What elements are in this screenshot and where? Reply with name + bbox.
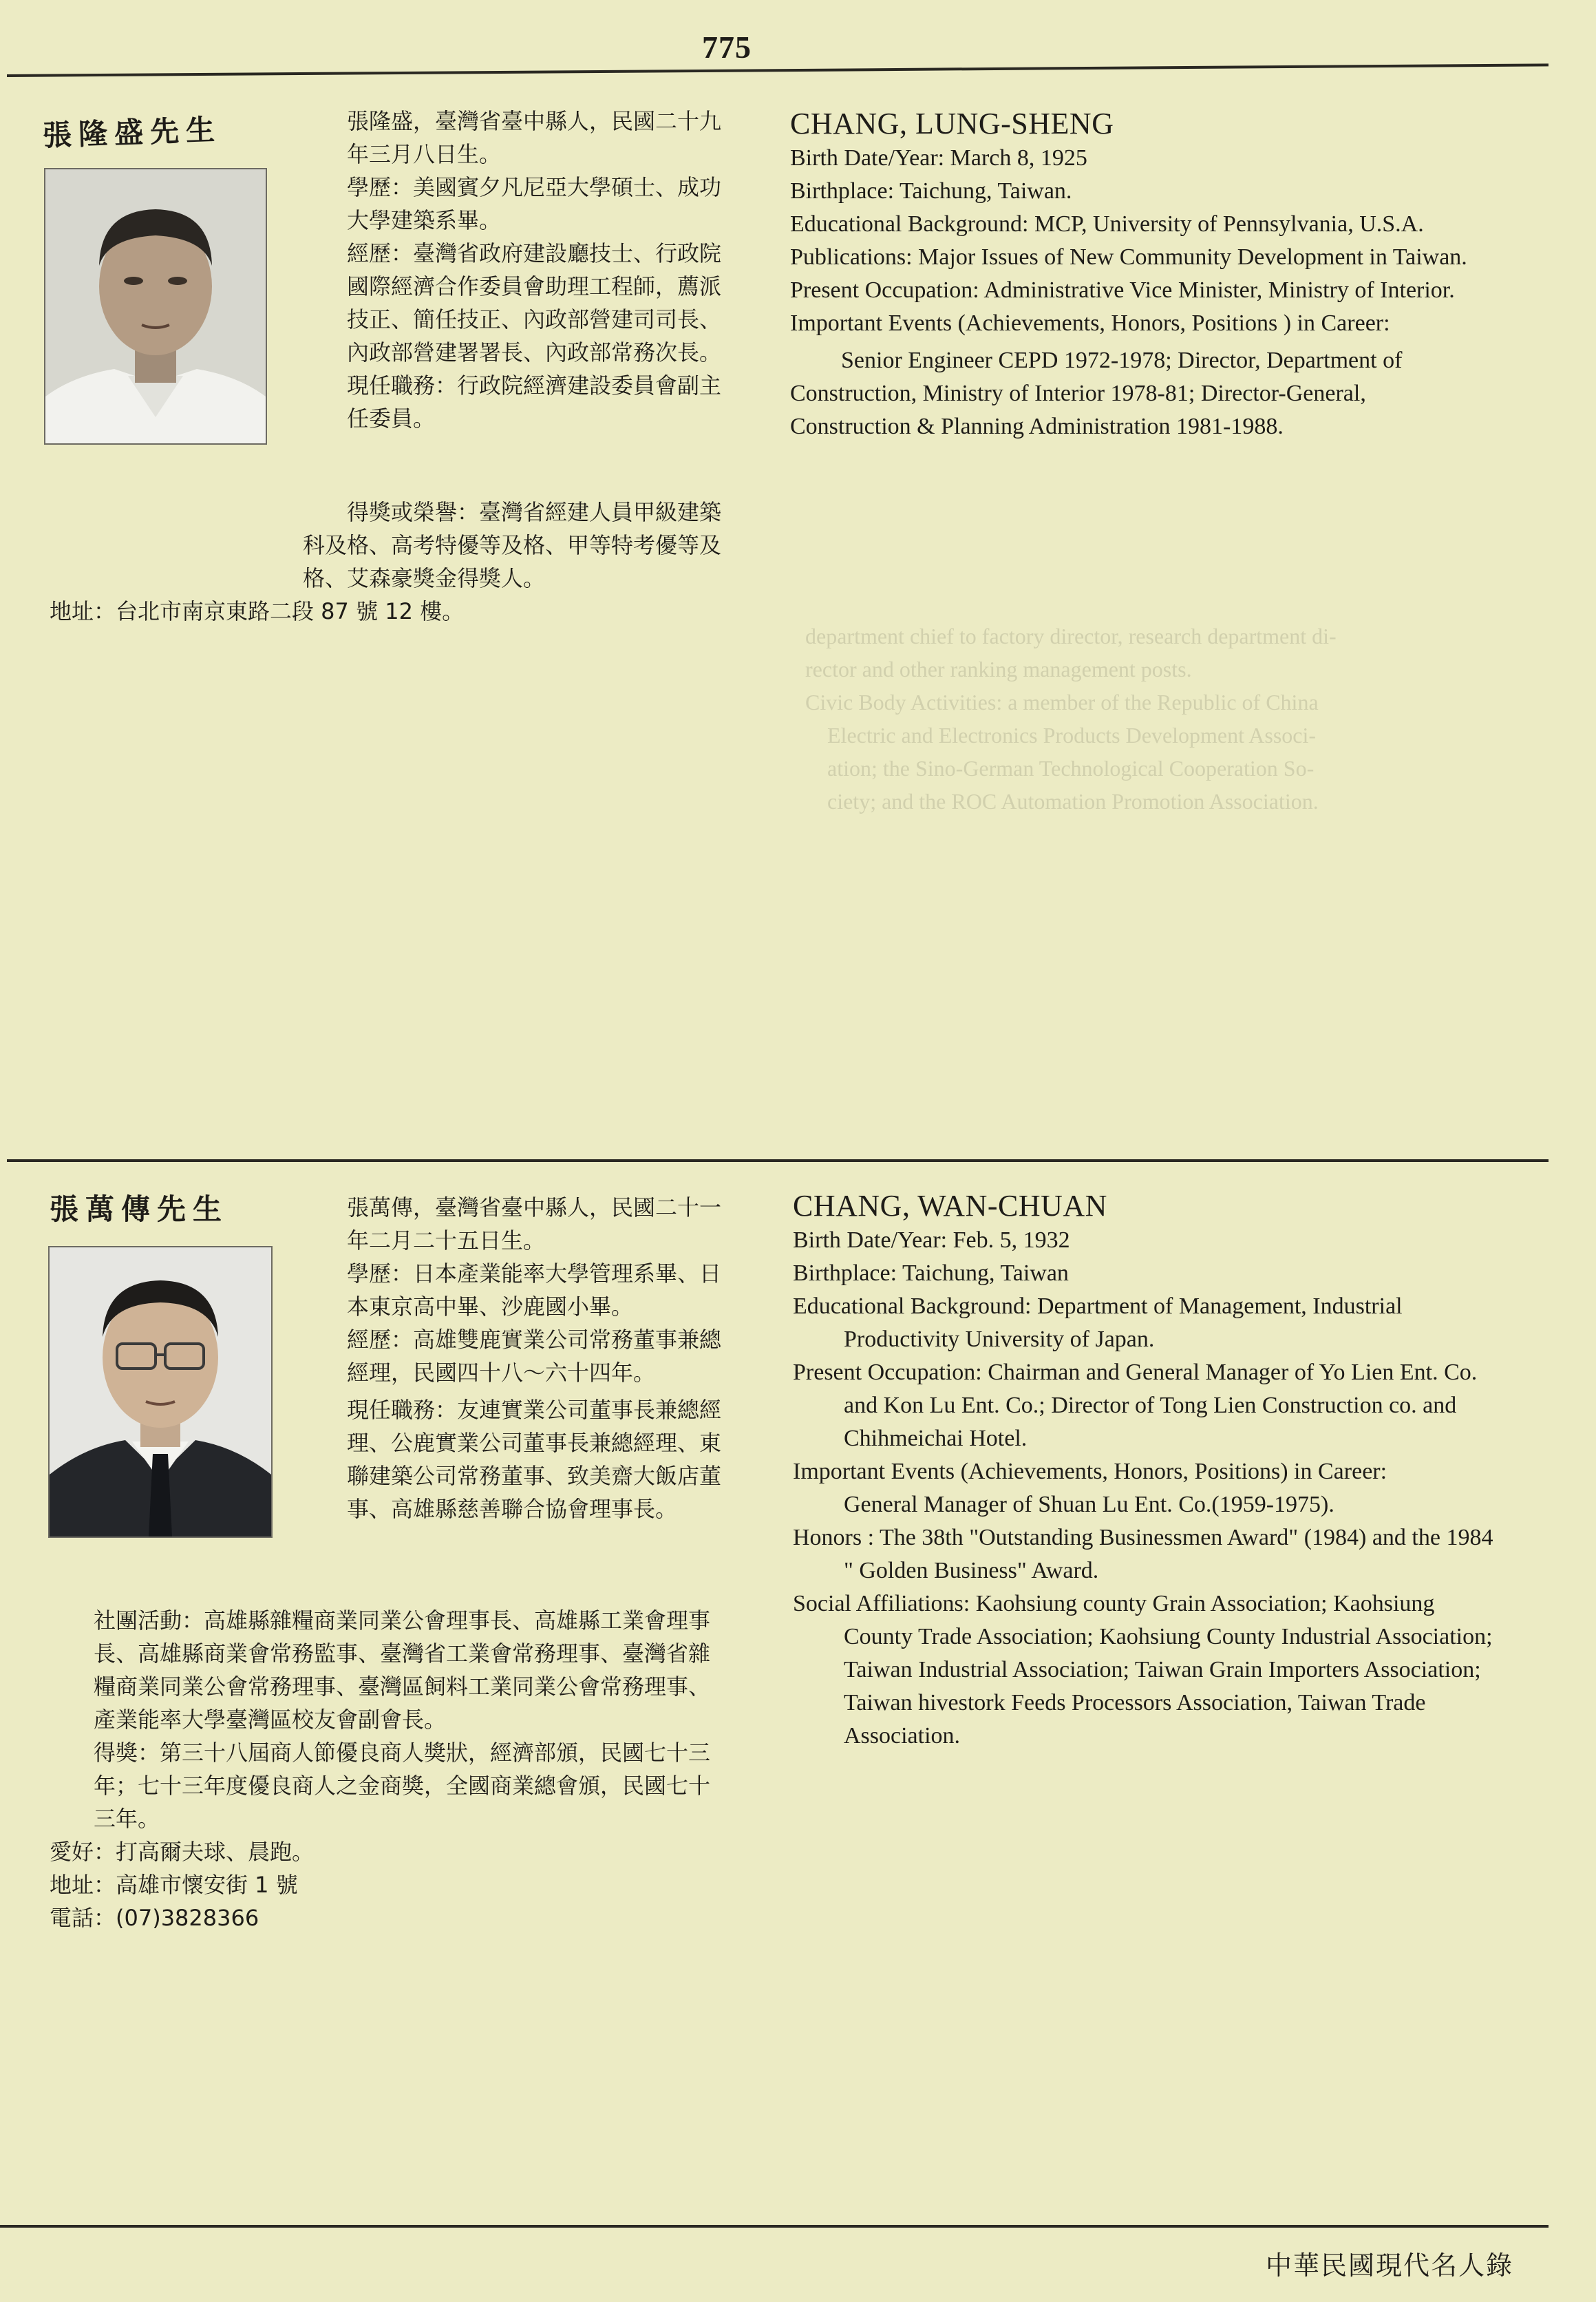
chinese-bio-line: 張隆盛，臺灣省臺中縣人，民國二十九年三月八日生。 — [347, 108, 722, 167]
biography-entry — [0, 1177, 1596, 2072]
chinese-bio-line: 學歷：美國賓夕凡尼亞大學碩士、成功大學建築系畢。 — [347, 174, 722, 233]
english-bio-line: Honors : The 38th "Outstanding Businessmen Award" (1984) and the 1984 " Golden Business" Award. — [793, 1525, 1493, 1583]
english-bio-line: Important Events (Achievements, Honors, Positions) in Career: — [793, 1459, 1387, 1484]
english-bio-line: Birthplace: Taichung, Taiwan — [793, 1260, 1069, 1286]
chinese-bio-line: 地址：高雄市懷安街 1 號 — [50, 1872, 298, 1898]
chinese-bio-lower — [50, 1604, 731, 1934]
portrait-photo — [44, 168, 267, 445]
english-bio-line: Birth Date/Year: March 8, 1925 — [790, 145, 1087, 171]
chinese-name: 張萬傳先生 — [50, 1192, 229, 1226]
top-rule — [7, 63, 1549, 77]
chinese-bio-line: 愛好：打高爾夫球、晨跑。 — [50, 1839, 315, 1865]
english-bio-line: Social Affiliations: Kaohsiung county Grain Association; Kaohsiung County Trade Association; Kaohsiung County Industrial Association; Taiwan Industrial Association; Taiwan Grain Importers Association; Taiwan hivestork Feeds Processors Association, Taiwan Trade Association. — [793, 1591, 1493, 1749]
chinese-name: 張隆盛先生 — [42, 112, 222, 153]
chinese-bio-upper — [303, 1191, 730, 1525]
chinese-bio-line: 經歷：臺灣省政府建設廳技士、行政院國際經濟合作委員會助理工程師，薦派技正、簡任技正、內政部營建司司長、內政部營建署署長、內政部常務次長。 — [347, 240, 722, 366]
portrait-photo — [48, 1246, 273, 1538]
english-bio-line: Present Occupation: Chairman and General Manager of Yo Lien Ent. Co. and Kon Lu Ent. Co.; Director of Tong Lien Construction co. and Chihmeichai Hotel. — [793, 1360, 1478, 1451]
english-name: CHANG, LUNG-SHENG — [790, 107, 1114, 140]
english-bio-line: Educational Background: MCP, University of Pennsylvania, U.S.A. — [790, 211, 1424, 237]
chinese-bio-line: 電話：(07)3828366 — [50, 1905, 259, 1931]
middle-rule — [7, 1159, 1549, 1162]
chinese-bio-upper — [303, 105, 730, 435]
english-bio — [790, 107, 1492, 443]
english-bio-paragraph: Senior Engineer CEPD 1972-1978; Director, Department of Construction, Ministry of Interior 1978-81; Director-General, Construction & Planning Administration 1981-1988. — [790, 348, 1403, 439]
book-title-footer: 中華民國現代名人錄 — [1265, 2250, 1513, 2281]
english-bio — [793, 1190, 1499, 1753]
chinese-bio-line: 現任職務：行政院經濟建設委員會副主任委員。 — [347, 372, 722, 432]
english-name: CHANG, WAN-CHUAN — [793, 1189, 1107, 1223]
english-bio-paragraph: General Manager of Shuan Lu Ent. Co.(1959-1975). — [844, 1492, 1334, 1517]
bottom-rule — [0, 2225, 1549, 2228]
biography-entry — [0, 96, 1596, 716]
chinese-bio-line: 經歷：高雄雙鹿實業公司常務董事兼總經理，民國四十八～六十四年。 — [347, 1327, 722, 1386]
chinese-bio-lower — [50, 496, 731, 628]
english-bio-line: Educational Background: Department of Management, Industrial Productivity University of Japan. — [793, 1293, 1403, 1352]
english-bio-line: Important Events (Achievements, Honors, Positions ) in Career: — [790, 310, 1390, 336]
chinese-bio-line: 社團活動：高雄縣雜糧商業同業公會理事長、高雄縣工業會理事長、高雄縣商業會常務監事、臺灣省工業會常務理事、臺灣省雜糧商業同業公會常務理事、臺灣區飼料工業同業公會常務理事、產業能率大學臺灣區校友會副會長。 — [94, 1607, 711, 1733]
page-number: 775 — [702, 30, 752, 65]
chinese-bio-line: 現任職務：友連實業公司董事長兼總經理、公鹿實業公司董事長兼總經理、東聯建築公司常務董事、致美齋大飯店董事、高雄縣慈善聯合協會理事長。 — [347, 1397, 722, 1522]
chinese-bio-line: 學歷：日本產業能率大學管理系畢、日本東京高中畢、沙鹿國小畢。 — [347, 1260, 722, 1320]
english-bio-line: Birthplace: Taichung, Taiwan. — [790, 178, 1072, 204]
english-bio-line: Present Occupation: Administrative Vice Minister, Ministry of Interior. — [790, 277, 1455, 303]
english-bio-line: Publications: Major Issues of New Community Development in Taiwan. — [790, 244, 1467, 270]
chinese-bio-line: 張萬傳，臺灣省臺中縣人，民國二十一年二月二十五日生。 — [347, 1194, 722, 1254]
english-bio-line: Birth Date/Year: Feb. 5, 1932 — [793, 1227, 1070, 1253]
chinese-bio-line: 得獎：第三十八屆商人節優良商人獎狀，經濟部頒，民國七十三年；七十三年度優良商人之金商獎，全國商業總會頒，民國七十三年。 — [94, 1740, 711, 1832]
chinese-bio-line: 地址：台北市南京東路二段 87 號 12 樓。 — [50, 598, 465, 624]
bleed-through: department chief to factory director, research department di- rector and other ranking management posts. Civic Body Activities: a member of the Republic of China Electric and Electronics Products Development Associ- ation; the Sino-German Technological Cooperation So- ciety; and the ROC Automation Promotion Association. — [805, 624, 1337, 814]
chinese-bio-line: 得獎或榮譽：臺灣省經建人員甲級建築科及格、高考特優等及格、甲等特考優等及格、艾森豪獎金得獎人。 — [303, 499, 722, 591]
